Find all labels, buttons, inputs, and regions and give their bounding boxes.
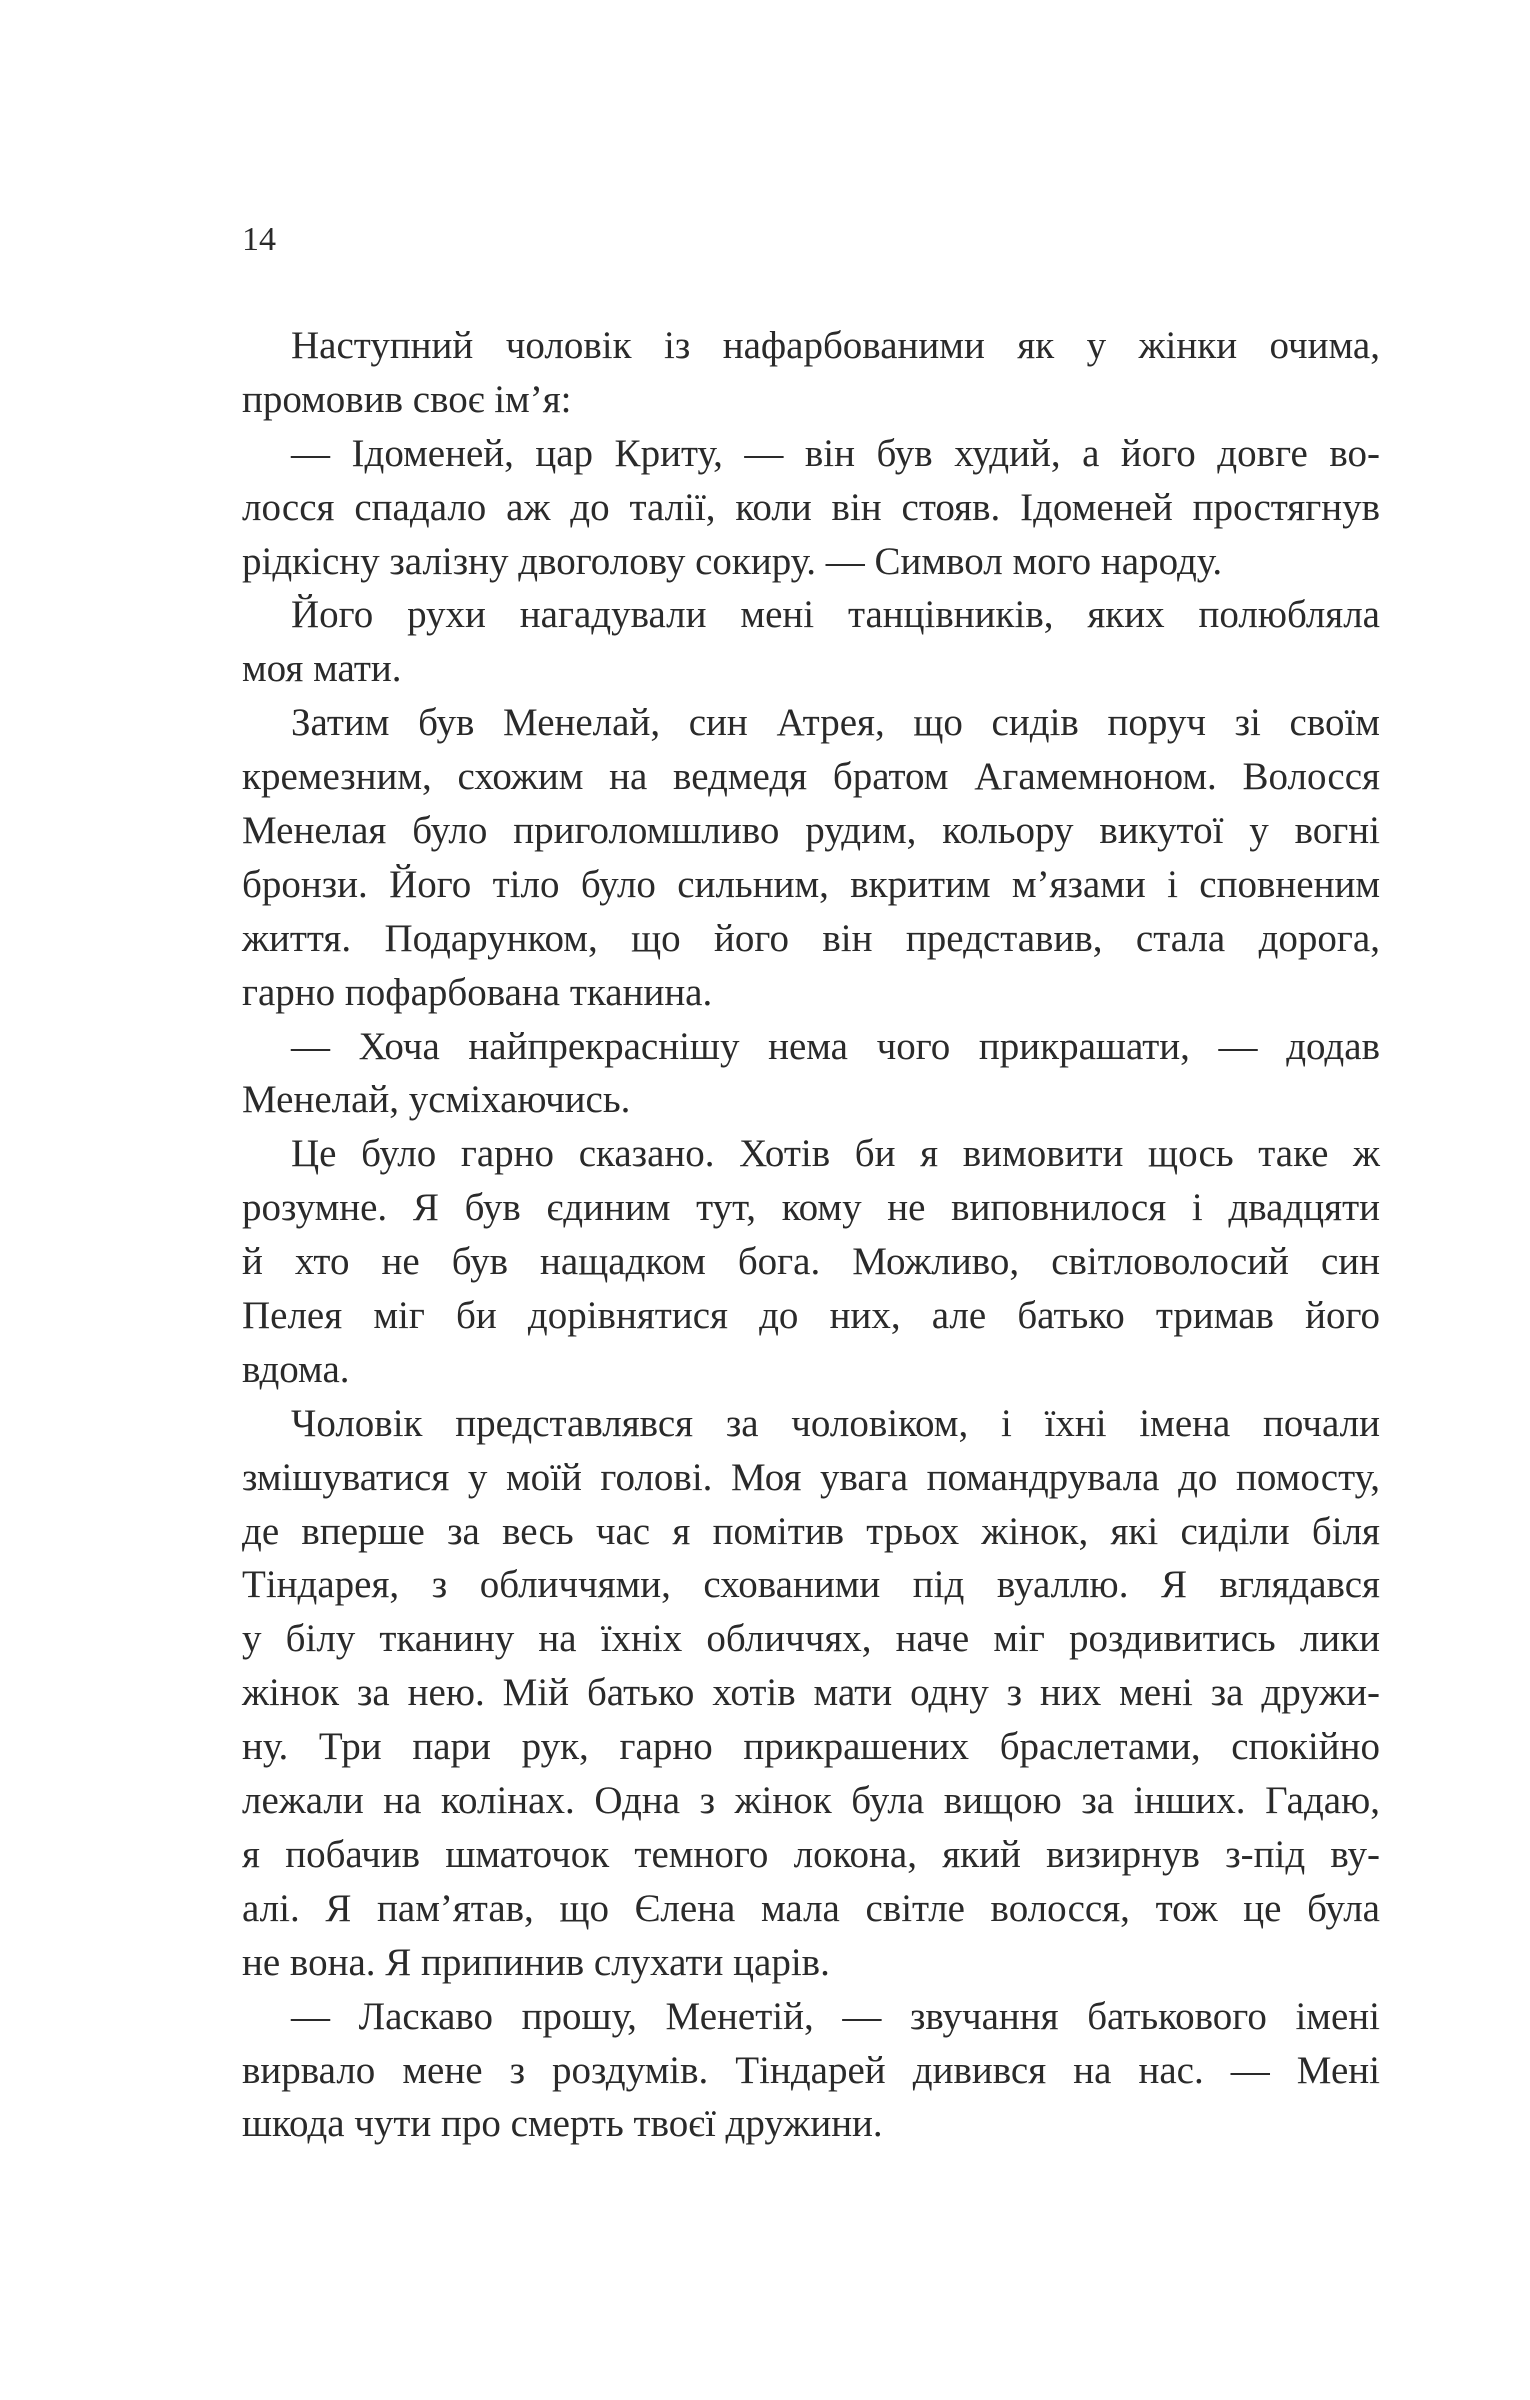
text-line: рідкісну залізну двоголову сокиру. — Символ мого народу. [242, 539, 1223, 583]
text-line: у білу тканину на їхніх обличчях, наче міг роздивитись лики [242, 1617, 1380, 1661]
text-line: Наступний чоловік із нафарбованими як у жінки очима, [291, 324, 1380, 367]
text-line: розумне. Я був єдиним тут, кому не виповнилося і двадцяти [242, 1186, 1380, 1230]
paragraph [242, 1990, 1380, 2152]
text-line: лосся спадало аж до талії, коли він стояв. Ідоменей простягнув [242, 485, 1380, 529]
paragraph [242, 1127, 1380, 1396]
text-line: й хто не був нащадком бога. Можливо, світловолосий син [242, 1240, 1380, 1284]
paragraph [242, 696, 1380, 1019]
text-line: кремезним, схожим на ведмедя братом Агамемноном. Волосся [242, 755, 1380, 799]
text-line: життя. Подарунком, що його він представив, стала дорога, [242, 916, 1380, 960]
text-line: моя мати. [242, 647, 402, 691]
text-line: — Ідоменей, цар Криту, — він був худий, а його довге во- [291, 431, 1380, 475]
text-line: вдома. [242, 1347, 350, 1391]
text-line: Це було гарно сказано. Хотів би я вимовити щось таке ж [291, 1132, 1380, 1176]
text-line: Менелай, усміхаючись. [242, 1078, 631, 1122]
text-line: вирвало мене з роздумів. Тіндарей дивився на нас. — Мені [242, 2048, 1380, 2092]
page-number: 14 [242, 221, 276, 258]
text-line: Його рухи нагадували мені танцівників, яких полюбляла [291, 593, 1380, 637]
text-line: змішуватися у моїй голові. Моя увага помандрувала до помосту, [242, 1455, 1380, 1499]
text-line: Пелея міг би дорівнятися до них, але батько тримав його [242, 1294, 1380, 1338]
text-line: не вона. Я припинив слухати царів. [242, 1940, 830, 1984]
text-line: гарно пофарбована тканина. [242, 970, 713, 1014]
text-line: Менелая було приголомшливо рудим, кольору викутої у вогні [242, 809, 1380, 853]
text-line: — Хоча найпрекраснішу нема чого прикрашати, — додав [291, 1024, 1380, 1068]
paragraph [242, 1397, 1380, 1990]
text-line: лежали на колінах. Одна з жінок була вищою за інших. Гадаю, [242, 1779, 1380, 1823]
text-line: Чоловік представлявся за чоловіком, і їхні імена почали [291, 1401, 1380, 1445]
text-line: алі. Я пам’ятав, що Єлена мала світле волосся, тож це була [242, 1886, 1380, 1930]
paragraph [242, 1020, 1380, 1128]
text-line: бронзи. Його тіло було сильним, вкритим м’язами і сповненим [242, 862, 1380, 906]
text-line: жінок за нею. Мій батько хотів мати одну з них мені за дружи- [242, 1671, 1380, 1715]
text-line: — Ласкаво прошу, Менетій, — звучання батькового імені [291, 1994, 1380, 2038]
text-line: ну. Три пари рук, гарно прикрашених браслетами, спокійно [242, 1725, 1380, 1769]
text-line: де вперше за весь час я помітив трьох жінок, які сиділи біля [242, 1509, 1380, 1553]
page-body-text [242, 319, 1380, 2151]
paragraph [242, 427, 1380, 589]
text-line: шкода чути про смерть твоєї дружини. [242, 2102, 883, 2146]
text-line: промовив своє ім’я: [242, 377, 572, 421]
paragraph [242, 588, 1380, 696]
text-line: Затим був Менелай, син Атрея, що сидів поруч зі своїм [291, 701, 1380, 745]
text-line: я побачив шматочок темного локона, який визирнув з-під ву- [242, 1832, 1380, 1876]
text-line: Тіндарея, з обличчями, схованими під вуаллю. Я вглядався [242, 1563, 1380, 1607]
paragraph [242, 319, 1380, 427]
